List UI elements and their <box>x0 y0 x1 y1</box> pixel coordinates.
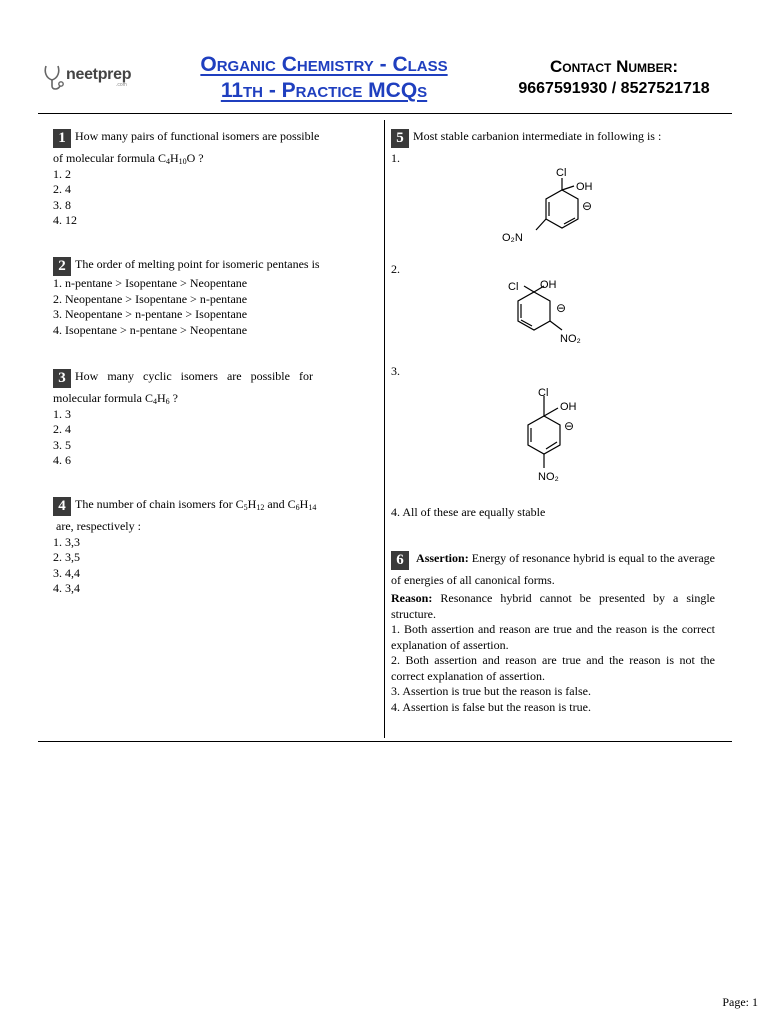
page-title <box>160 52 488 104</box>
question-4: 4 The number of chain isomers for $C_5H_{12}$ and $C_6H_{14}$ are, respectively : 1. 3,3 2. 3,5 3. 4,4 4. 3,4 <box>53 497 377 597</box>
question-stem: How many cyclic isomers are possible for <box>75 369 313 383</box>
hydroxyl-label: OH <box>576 181 593 193</box>
option-2[interactable]: 2. Neopentane > Isopentane > n-pentane <box>53 291 248 306</box>
logo-text: neetprep <box>66 66 132 83</box>
carbanion-structure-2 <box>504 274 604 350</box>
question-stem: Most stable carbanion intermediate in following is : <box>413 129 662 143</box>
option-1[interactable]: 1. 3,3 <box>53 534 80 549</box>
option-1[interactable]: 1. 3 <box>53 406 71 421</box>
option-4[interactable]: 4. Isopentane > n-pentane > Neopentane <box>53 322 248 337</box>
stethoscope-icon <box>42 64 68 92</box>
hydroxyl-label: OH <box>540 279 557 291</box>
hydroxyl-label: OH <box>560 401 577 413</box>
header-divider <box>38 113 732 114</box>
contact-numbers: 9667591930 / 8527521718 <box>518 80 710 97</box>
negative-charge-symbol: ⊖ <box>556 301 567 315</box>
question-stem: How many pairs of functional isomers are possible <box>75 129 320 143</box>
title-line-1: Organic Chemistry - Class <box>200 53 448 76</box>
question-number: 6 <box>391 551 409 570</box>
option-4[interactable]: 4. 3,4 <box>53 581 80 595</box>
option-4[interactable]: 4. Assertion is false but the reason is true. <box>391 699 591 714</box>
logo-subtext: .com <box>116 82 127 88</box>
option-1[interactable]: 1. <box>391 151 400 165</box>
reason-text: Resonance hybrid cannot be presented by a single structure. <box>391 591 716 621</box>
option-2[interactable]: 2. 4 <box>53 182 71 196</box>
page-number: Page: 1 <box>722 995 758 1009</box>
neetprep-logo <box>42 64 142 92</box>
option-1[interactable]: 1. Both assertion and reason are true and the reason is the correct explanation of assertion. <box>391 622 715 652</box>
question-stem-2: are, respectively : <box>56 519 141 533</box>
question-number: 2 <box>53 257 71 276</box>
option-3[interactable]: 3. <box>391 364 400 378</box>
option-2[interactable]: 2. Both assertion and reason are true and the reason is not the correct explanation of assertion. <box>391 653 715 683</box>
question-1: 1 How many pairs of functional isomers are possible of molecular formula $C_4H_{10}O$ ? 1. 2 2. 4 3. 8 4. 12 <box>53 129 377 229</box>
assertion-text: Energy of resonance hybrid is equal to the average of energies of all canonical forms. <box>391 551 715 587</box>
option-3[interactable]: 3. 8 <box>53 197 71 212</box>
chlorine-label: Cl <box>508 281 519 293</box>
question-3: 3 How many cyclic isomers are possible for molecular formula $C_4H_6$ ? 1. 3 2. 4 3. 5 4. 6 <box>53 369 377 469</box>
option-4[interactable]: 4. 12 <box>53 213 77 227</box>
question-number: 1 <box>53 129 71 148</box>
reason-label: Reason: <box>391 591 433 605</box>
column-divider <box>384 120 385 738</box>
nitro-label: NO₂ <box>538 471 559 483</box>
question-stem-2: molecular formula <box>53 391 142 405</box>
option-2[interactable]: 2. 3,5 <box>53 550 80 564</box>
question-number: 5 <box>391 129 409 148</box>
nitro-label: NO₂ <box>560 333 581 345</box>
option-1[interactable]: 1. n-pentane > Isopentane > Neopentane <box>53 276 248 290</box>
option-3[interactable]: 3. Assertion is true but the reason is false. <box>391 684 591 698</box>
footer-divider <box>38 741 732 742</box>
title-line-2: 11th - Practice MCQs <box>220 79 428 102</box>
option-1[interactable]: 1. 2 <box>53 166 71 181</box>
question-number: 4 <box>53 497 71 516</box>
negative-charge-symbol: ⊖ <box>564 419 575 433</box>
question-6 <box>391 548 715 715</box>
option-4[interactable]: 4. All of these are equally stable <box>391 505 546 519</box>
negative-charge-symbol: ⊖ <box>582 199 593 213</box>
question-stem: The order of melting point for isomeric pentanes is <box>75 257 320 271</box>
option-3[interactable]: 3. 4,4 <box>53 565 80 580</box>
option-3[interactable]: 3. 5 <box>53 437 71 452</box>
question-2 <box>53 257 377 338</box>
contact-label: Contact Number: <box>549 57 679 76</box>
option-2[interactable]: 2. 4 <box>53 422 71 436</box>
option-2[interactable]: 2. <box>391 262 400 276</box>
option-4[interactable]: 4. 6 <box>53 453 71 467</box>
nitro-label: O₂N <box>502 232 523 244</box>
question-number: 3 <box>53 369 71 388</box>
question-stem-2: of molecular formula C <box>53 151 166 165</box>
carbanion-structure-1 <box>496 164 608 248</box>
option-3[interactable]: 3. Neopentane > n-pentane > Isopentane <box>53 307 248 321</box>
carbanion-structure-3 <box>510 382 600 486</box>
question-stem: The number of chain isomers for <box>75 497 233 511</box>
chlorine-label: Cl <box>556 167 567 179</box>
contact-block <box>496 56 732 100</box>
assertion-label: Assertion: <box>416 551 469 565</box>
chlorine-label: Cl <box>538 387 549 399</box>
